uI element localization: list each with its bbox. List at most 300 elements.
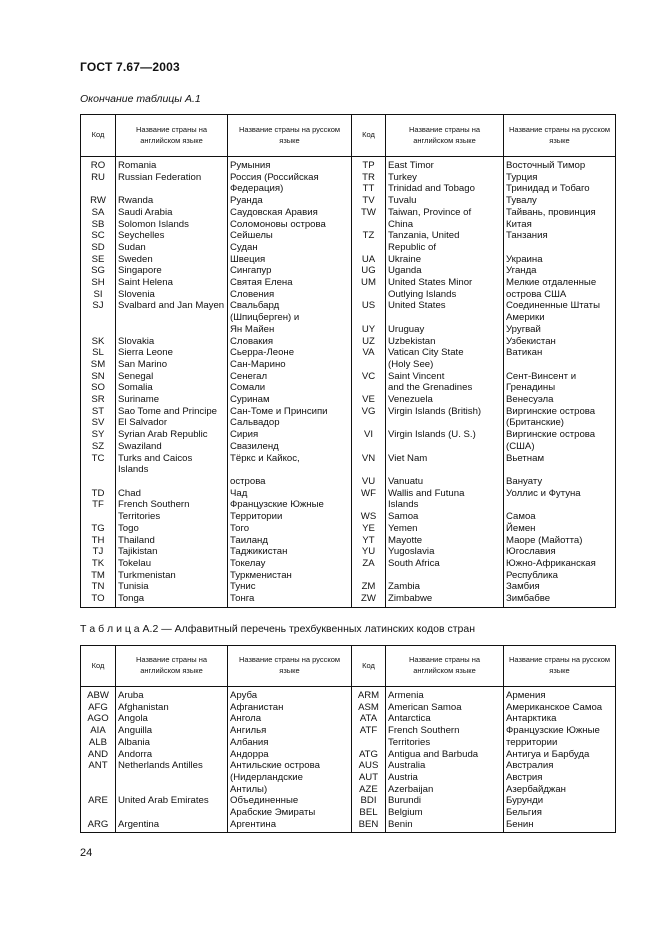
code-cell: SA — [81, 207, 116, 219]
english-name-cell: Sierra Leone — [116, 347, 228, 359]
english-name-cell: Burundi — [386, 795, 504, 807]
russian-name-cell: Словения — [228, 289, 352, 301]
table-row — [81, 760, 616, 772]
code-cell: SJ — [81, 300, 116, 312]
russian-name-cell: Маоре (Майотта) — [504, 535, 616, 547]
table1-body — [81, 157, 616, 608]
english-name-cell: Sao Tome and Principe — [116, 406, 228, 418]
russian-name-cell: Ангилья — [228, 725, 352, 737]
code-cell: VN — [352, 453, 386, 476]
table-row — [81, 312, 616, 324]
english-name-cell: (Holy See) — [386, 359, 504, 371]
russian-name-cell: Мелкие отдаленные — [504, 277, 616, 289]
english-name-cell — [116, 312, 228, 324]
english-name-cell — [386, 570, 504, 582]
code-cell: SN — [81, 371, 116, 383]
english-name-cell: Turkmenistan — [116, 570, 228, 582]
code-cell: UZ — [352, 336, 386, 348]
russian-name-cell: Уругвай — [504, 324, 616, 336]
russian-name-cell: (Британские) — [504, 417, 616, 429]
table-row — [81, 394, 616, 406]
table2-header-cell: Название страны на русском языке — [228, 646, 352, 687]
table-row — [81, 687, 616, 702]
russian-name-cell — [504, 499, 616, 511]
code-cell: ATG — [352, 749, 386, 761]
code-cell: UY — [352, 324, 386, 336]
table-row — [81, 725, 616, 737]
table-row — [81, 523, 616, 535]
russian-name-cell: Турция — [504, 172, 616, 184]
russian-name-cell: Антилы) — [228, 784, 352, 796]
code-cell: TT — [352, 183, 386, 195]
code-cell: ZA — [352, 558, 386, 570]
english-name-cell: and the Grenadines — [386, 382, 504, 394]
russian-name-cell: Аргентина — [228, 819, 352, 833]
russian-name-cell: Узбекистан — [504, 336, 616, 348]
table-row — [81, 713, 616, 725]
english-name-cell: Anguilla — [116, 725, 228, 737]
english-name-cell: Uganda — [386, 265, 504, 277]
russian-name-cell: Бельгия — [504, 807, 616, 819]
table-row — [81, 347, 616, 359]
english-name-cell: French Southern — [116, 499, 228, 511]
code-cell: BDI — [352, 795, 386, 807]
code-cell — [81, 324, 116, 336]
code-cell — [352, 382, 386, 394]
russian-name-cell: Тёркс и Кайкос, — [228, 453, 352, 476]
table1-header-cell: Код — [352, 115, 386, 157]
code-cell — [81, 511, 116, 523]
russian-name-cell: Гренадины — [504, 382, 616, 394]
english-name-cell: Svalbard and Jan Mayen — [116, 300, 228, 312]
russian-name-cell: Уоллис и Футуна — [504, 488, 616, 500]
english-name-cell: American Samoa — [386, 702, 504, 714]
russian-name-cell: Суринам — [228, 394, 352, 406]
code-cell: TZ — [352, 230, 386, 242]
russian-name-cell: Федерация) — [228, 183, 352, 195]
english-name-cell: Saudi Arabia — [116, 207, 228, 219]
table-row — [81, 289, 616, 301]
english-name-cell: Islands — [386, 499, 504, 511]
russian-name-cell: Аруба — [228, 687, 352, 702]
code-cell: ATF — [352, 725, 386, 737]
table2-header-cell: Название страны на английском языке — [116, 646, 228, 687]
code-cell: UA — [352, 254, 386, 266]
table-row — [81, 254, 616, 266]
english-name-cell: Yemen — [386, 523, 504, 535]
code-cell: AUT — [352, 772, 386, 784]
russian-name-cell: Вануату — [504, 476, 616, 488]
english-name-cell: Trinidad and Tobago — [386, 183, 504, 195]
english-name-cell: Venezuela — [386, 394, 504, 406]
table-row — [81, 172, 616, 184]
english-name-cell: Samoa — [386, 511, 504, 523]
russian-name-cell — [504, 359, 616, 371]
russian-name-cell: (Нидерландские — [228, 772, 352, 784]
table2-caption: Т а б л и ц а А.2 — Алфавитный перечень трехбуквенных латинских кодов стран — [80, 623, 476, 635]
russian-name-cell: Ангола — [228, 713, 352, 725]
code-cell: TK — [81, 558, 116, 570]
english-name-cell: Tunisia — [116, 581, 228, 593]
code-cell: ANT — [81, 760, 116, 772]
code-cell: SK — [81, 336, 116, 348]
russian-name-cell: Токелау — [228, 558, 352, 570]
table-row — [81, 546, 616, 558]
russian-name-cell: Чад — [228, 488, 352, 500]
code-cell: SY — [81, 429, 116, 441]
table-row — [81, 499, 616, 511]
table-row — [81, 737, 616, 749]
code-cell: YE — [352, 523, 386, 535]
english-name-cell: Vanuatu — [386, 476, 504, 488]
english-name-cell: Virgin Islands (British) — [386, 406, 504, 418]
table-row — [81, 819, 616, 833]
russian-name-cell: Австрия — [504, 772, 616, 784]
russian-name-cell: Южно-Африканская — [504, 558, 616, 570]
russian-name-cell: Йемен — [504, 523, 616, 535]
code-cell: ST — [81, 406, 116, 418]
english-name-cell: Swaziland — [116, 441, 228, 453]
code-cell — [352, 289, 386, 301]
english-name-cell: Slovakia — [116, 336, 228, 348]
english-name-cell — [116, 807, 228, 819]
code-cell: US — [352, 300, 386, 312]
english-name-cell — [116, 476, 228, 488]
table-row — [81, 429, 616, 441]
table-row — [81, 807, 616, 819]
code-cell: AIA — [81, 725, 116, 737]
english-name-cell: Syrian Arab Republic — [116, 429, 228, 441]
russian-name-cell: Сомали — [228, 382, 352, 394]
russian-name-cell: Сент-Винсент и — [504, 371, 616, 383]
code-cell — [81, 784, 116, 796]
russian-name-cell: Азербайджан — [504, 784, 616, 796]
russian-name-cell: Святая Елена — [228, 277, 352, 289]
russian-name-cell: территории — [504, 737, 616, 749]
russian-name-cell: Арабские Эмираты — [228, 807, 352, 819]
code-cell: SE — [81, 254, 116, 266]
code-cell: SG — [81, 265, 116, 277]
english-name-cell: Suriname — [116, 394, 228, 406]
table-row — [81, 157, 616, 172]
english-name-cell: Russian Federation — [116, 172, 228, 184]
code-cell: TH — [81, 535, 116, 547]
code-cell: SM — [81, 359, 116, 371]
russian-name-cell: Республика — [504, 570, 616, 582]
english-name-cell: El Salvador — [116, 417, 228, 429]
english-name-cell: Sudan — [116, 242, 228, 254]
code-cell: VG — [352, 406, 386, 418]
english-name-cell: United States — [386, 300, 504, 312]
code-cell: SR — [81, 394, 116, 406]
code-cell: TP — [352, 157, 386, 172]
table-row — [81, 300, 616, 312]
table1-caption: Окончание таблицы А.1 — [80, 93, 201, 105]
table-row — [81, 324, 616, 336]
russian-name-cell: острова США — [504, 289, 616, 301]
russian-name-cell: Антарктика — [504, 713, 616, 725]
english-name-cell: Netherlands Antilles — [116, 760, 228, 772]
table2-header-row — [81, 646, 616, 687]
english-name-cell: Viet Nam — [386, 453, 504, 476]
english-name-cell: Azerbaijan — [386, 784, 504, 796]
english-name-cell — [116, 324, 228, 336]
page-number: 24 — [80, 847, 93, 859]
english-name-cell: Seychelles — [116, 230, 228, 242]
table-row — [81, 453, 616, 476]
table1-header-cell: Название страны на английском языке — [386, 115, 504, 157]
russian-name-cell: Сальвадор — [228, 417, 352, 429]
table-row — [81, 219, 616, 231]
russian-name-cell: Америки — [504, 312, 616, 324]
russian-name-cell — [504, 242, 616, 254]
table-row — [81, 359, 616, 371]
english-name-cell: Tanzania, United — [386, 230, 504, 242]
english-name-cell: Albania — [116, 737, 228, 749]
english-name-cell: Republic of — [386, 242, 504, 254]
code-cell: ASM — [352, 702, 386, 714]
russian-name-cell: Швеция — [228, 254, 352, 266]
russian-name-cell: Украина — [504, 254, 616, 266]
english-name-cell: Senegal — [116, 371, 228, 383]
table-row — [81, 441, 616, 453]
code-cell: SH — [81, 277, 116, 289]
russian-name-cell: Французские Южные — [504, 725, 616, 737]
code-cell — [81, 807, 116, 819]
table-row — [81, 558, 616, 570]
code-cell: WF — [352, 488, 386, 500]
english-name-cell: Turkey — [386, 172, 504, 184]
table2 — [80, 645, 616, 833]
code-cell — [352, 417, 386, 429]
english-name-cell — [386, 312, 504, 324]
table2-header-cell: Название страны на английском языке — [386, 646, 504, 687]
english-name-cell — [116, 183, 228, 195]
code-cell: SO — [81, 382, 116, 394]
russian-name-cell: Саудовская Аравия — [228, 207, 352, 219]
table-row — [81, 593, 616, 607]
code-cell: AFG — [81, 702, 116, 714]
russian-name-cell: Ян Майен — [228, 324, 352, 336]
table-row — [81, 371, 616, 383]
table-row — [81, 702, 616, 714]
code-cell: AND — [81, 749, 116, 761]
russian-name-cell: Тонга — [228, 593, 352, 607]
english-name-cell: China — [386, 219, 504, 231]
english-name-cell: Romania — [116, 157, 228, 172]
english-name-cell — [116, 784, 228, 796]
russian-name-cell: Самоа — [504, 511, 616, 523]
english-name-cell: Tuvalu — [386, 195, 504, 207]
code-cell: ZW — [352, 593, 386, 607]
english-name-cell: Solomon Islands — [116, 219, 228, 231]
table-row — [81, 511, 616, 523]
code-cell: TV — [352, 195, 386, 207]
code-cell: ARM — [352, 687, 386, 702]
code-cell — [352, 312, 386, 324]
table-row — [81, 382, 616, 394]
english-name-cell: French Southern — [386, 725, 504, 737]
english-name-cell: Zambia — [386, 581, 504, 593]
code-cell: TJ — [81, 546, 116, 558]
code-cell: YT — [352, 535, 386, 547]
russian-name-cell: Вьетнам — [504, 453, 616, 476]
code-cell: RW — [81, 195, 116, 207]
code-cell: VU — [352, 476, 386, 488]
code-cell: TO — [81, 593, 116, 607]
table-row — [81, 784, 616, 796]
english-name-cell: Andorra — [116, 749, 228, 761]
english-name-cell: Outlying Islands — [386, 289, 504, 301]
code-cell: ARE — [81, 795, 116, 807]
code-cell: TR — [352, 172, 386, 184]
code-cell: ATA — [352, 713, 386, 725]
english-name-cell: Austria — [386, 772, 504, 784]
code-cell: YU — [352, 546, 386, 558]
code-cell: SD — [81, 242, 116, 254]
russian-name-cell: Виргинские острова — [504, 429, 616, 441]
english-name-cell: South Africa — [386, 558, 504, 570]
english-name-cell: Somalia — [116, 382, 228, 394]
code-cell: RO — [81, 157, 116, 172]
russian-name-cell: Бенин — [504, 819, 616, 833]
code-cell: RU — [81, 172, 116, 184]
english-name-cell: Thailand — [116, 535, 228, 547]
code-cell: AZE — [352, 784, 386, 796]
russian-name-cell: Сингапур — [228, 265, 352, 277]
code-cell — [352, 737, 386, 749]
english-name-cell: Uruguay — [386, 324, 504, 336]
english-name-cell: Uzbekistan — [386, 336, 504, 348]
russian-name-cell: (США) — [504, 441, 616, 453]
english-name-cell: Argentina — [116, 819, 228, 833]
table1-header-row — [81, 115, 616, 157]
russian-name-cell: Тринидад и Тобаго — [504, 183, 616, 195]
code-cell — [81, 312, 116, 324]
russian-name-cell: Американское Самоа — [504, 702, 616, 714]
english-name-cell: Saint Vincent — [386, 371, 504, 383]
code-cell: TC — [81, 453, 116, 476]
russian-name-cell: Того — [228, 523, 352, 535]
english-name-cell: United States Minor — [386, 277, 504, 289]
table-row — [81, 795, 616, 807]
russian-name-cell: Тунис — [228, 581, 352, 593]
russian-name-cell: Афганистан — [228, 702, 352, 714]
table2-header-cell: Код — [352, 646, 386, 687]
english-name-cell: Wallis and Futuna — [386, 488, 504, 500]
english-name-cell: East Timor — [386, 157, 504, 172]
english-name-cell: Antigua and Barbuda — [386, 749, 504, 761]
russian-name-cell: Тайвань, провинция — [504, 207, 616, 219]
english-name-cell: Taiwan, Province of — [386, 207, 504, 219]
code-cell: ARG — [81, 819, 116, 833]
code-cell: BEL — [352, 807, 386, 819]
table-row — [81, 265, 616, 277]
russian-name-cell: Зимбабве — [504, 593, 616, 607]
table2-header-cell: Название страны на русском языке — [504, 646, 616, 687]
russian-name-cell: Сенегал — [228, 371, 352, 383]
code-cell: VE — [352, 394, 386, 406]
code-cell: UM — [352, 277, 386, 289]
english-name-cell: Togo — [116, 523, 228, 535]
english-name-cell: Virgin Islands (U. S.) — [386, 429, 504, 441]
english-name-cell: Antarctica — [386, 713, 504, 725]
table2-body — [81, 687, 616, 833]
code-cell: TN — [81, 581, 116, 593]
code-cell: AUS — [352, 760, 386, 772]
table-row — [81, 406, 616, 418]
english-name-cell: Territories — [116, 511, 228, 523]
english-name-cell: Armenia — [386, 687, 504, 702]
english-name-cell: Tajikistan — [116, 546, 228, 558]
russian-name-cell: Сирия — [228, 429, 352, 441]
russian-name-cell: Замбия — [504, 581, 616, 593]
code-cell — [81, 183, 116, 195]
code-cell: TG — [81, 523, 116, 535]
russian-name-cell: Свальбард — [228, 300, 352, 312]
code-cell: SB — [81, 219, 116, 231]
russian-name-cell: острова — [228, 476, 352, 488]
code-cell — [352, 242, 386, 254]
table1-header-cell: Название страны на русском языке — [504, 115, 616, 157]
code-cell: SL — [81, 347, 116, 359]
code-cell: VA — [352, 347, 386, 359]
code-cell: SZ — [81, 441, 116, 453]
code-cell: TW — [352, 207, 386, 219]
code-cell: WS — [352, 511, 386, 523]
code-cell: ABW — [81, 687, 116, 702]
russian-name-cell: Таиланд — [228, 535, 352, 547]
russian-name-cell: Австралия — [504, 760, 616, 772]
code-cell: ALB — [81, 737, 116, 749]
english-name-cell — [386, 441, 504, 453]
english-name-cell: Rwanda — [116, 195, 228, 207]
code-cell: AGO — [81, 713, 116, 725]
russian-name-cell: Руанда — [228, 195, 352, 207]
code-cell: BEN — [352, 819, 386, 833]
english-name-cell: Australia — [386, 760, 504, 772]
table-row — [81, 476, 616, 488]
table-row — [81, 195, 616, 207]
code-cell — [81, 476, 116, 488]
table-row — [81, 230, 616, 242]
code-cell — [352, 499, 386, 511]
russian-name-cell: Тувалу — [504, 195, 616, 207]
russian-name-cell: Югославия — [504, 546, 616, 558]
russian-name-cell: Россия (Российская — [228, 172, 352, 184]
table1-header-cell: Код — [81, 115, 116, 157]
english-name-cell: Mayotte — [386, 535, 504, 547]
russian-name-cell: Таджикистан — [228, 546, 352, 558]
russian-name-cell: Сан-Марино — [228, 359, 352, 371]
russian-name-cell: Французские Южные — [228, 499, 352, 511]
english-name-cell: Singapore — [116, 265, 228, 277]
table-row — [81, 242, 616, 254]
english-name-cell: Zimbabwe — [386, 593, 504, 607]
russian-name-cell: Восточный Тимор — [504, 157, 616, 172]
russian-name-cell: Антигуа и Барбуда — [504, 749, 616, 761]
code-cell — [352, 219, 386, 231]
russian-name-cell: Виргинские острова — [504, 406, 616, 418]
english-name-cell: Tonga — [116, 593, 228, 607]
russian-name-cell: Ватикан — [504, 347, 616, 359]
english-name-cell: Benin — [386, 819, 504, 833]
english-name-cell: Vatican City State — [386, 347, 504, 359]
russian-name-cell: Уганда — [504, 265, 616, 277]
russian-name-cell: Андорра — [228, 749, 352, 761]
russian-name-cell: Китая — [504, 219, 616, 231]
russian-name-cell: Армения — [504, 687, 616, 702]
